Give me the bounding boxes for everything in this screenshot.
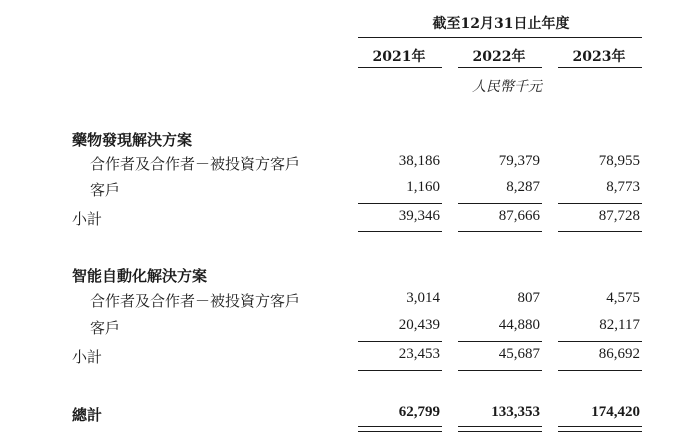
subtotal-value: 86,692 [598, 346, 640, 362]
year-rule-2022 [458, 67, 542, 68]
subtotal-rule [358, 203, 442, 204]
subtotal-value: 87,728 [598, 208, 640, 224]
subtotal-rule [558, 341, 642, 342]
subtotal-label: 小計 [72, 348, 103, 366]
cell-value: 807 [517, 290, 540, 306]
subtotal-bottom-rule [358, 231, 442, 232]
subtotal-bottom-rule [458, 231, 542, 232]
cell-value: 8,287 [506, 179, 540, 195]
cell-value: 8,773 [606, 179, 640, 195]
total-label: 總計 [72, 406, 103, 424]
cell-value: 3,014 [406, 290, 440, 306]
year-header-2022: 2022年 [472, 49, 526, 65]
period-heading: 截至12月31日止年度 [432, 16, 570, 32]
period-rule [358, 37, 642, 38]
unit-label: 人民幣千元 [472, 79, 542, 95]
subtotal-bottom-rule [358, 370, 442, 371]
subtotal-value: 45,687 [498, 346, 540, 362]
total-double-rule [458, 431, 542, 432]
subtotal-value: 87,666 [498, 208, 540, 224]
cell-value: 78,955 [598, 153, 640, 169]
row-label: 合作者及合作者－被投資方客戶 [90, 292, 301, 310]
cell-value: 82,117 [599, 317, 640, 333]
total-double-rule [358, 431, 442, 432]
subtotal-rule [458, 341, 542, 342]
total-double-rule [358, 426, 442, 427]
subtotal-value: 39,346 [398, 208, 440, 224]
section-title-drug-discovery: 藥物發現解決方案 [72, 131, 193, 149]
total-double-rule [558, 431, 642, 432]
year-header-2023: 2023年 [572, 49, 626, 65]
year-rule-2023 [558, 67, 642, 68]
row-label: 客戶 [90, 181, 121, 199]
section-title-automation: 智能自動化解決方案 [72, 267, 208, 285]
year-rule-2021 [358, 67, 442, 68]
subtotal-rule [358, 341, 442, 342]
cell-value: 4,575 [606, 290, 640, 306]
subtotal-bottom-rule [558, 370, 642, 371]
row-label: 合作者及合作者－被投資方客戶 [90, 155, 301, 173]
subtotal-bottom-rule [458, 370, 542, 371]
year-header-2021: 2021年 [372, 49, 426, 65]
total-double-rule [558, 426, 642, 427]
total-value: 62,799 [398, 404, 440, 420]
cell-value: 79,379 [498, 153, 540, 169]
subtotal-label: 小計 [72, 210, 103, 228]
cell-value: 38,186 [398, 153, 440, 169]
cell-value: 20,439 [398, 317, 440, 333]
subtotal-bottom-rule [558, 231, 642, 232]
total-double-rule [458, 426, 542, 427]
row-label: 客戶 [90, 319, 121, 337]
subtotal-rule [458, 203, 542, 204]
cell-value: 1,160 [406, 179, 440, 195]
subtotal-value: 23,453 [398, 346, 440, 362]
total-value: 174,420 [591, 404, 640, 420]
subtotal-rule [558, 203, 642, 204]
total-value: 133,353 [491, 404, 540, 420]
cell-value: 44,880 [498, 317, 540, 333]
